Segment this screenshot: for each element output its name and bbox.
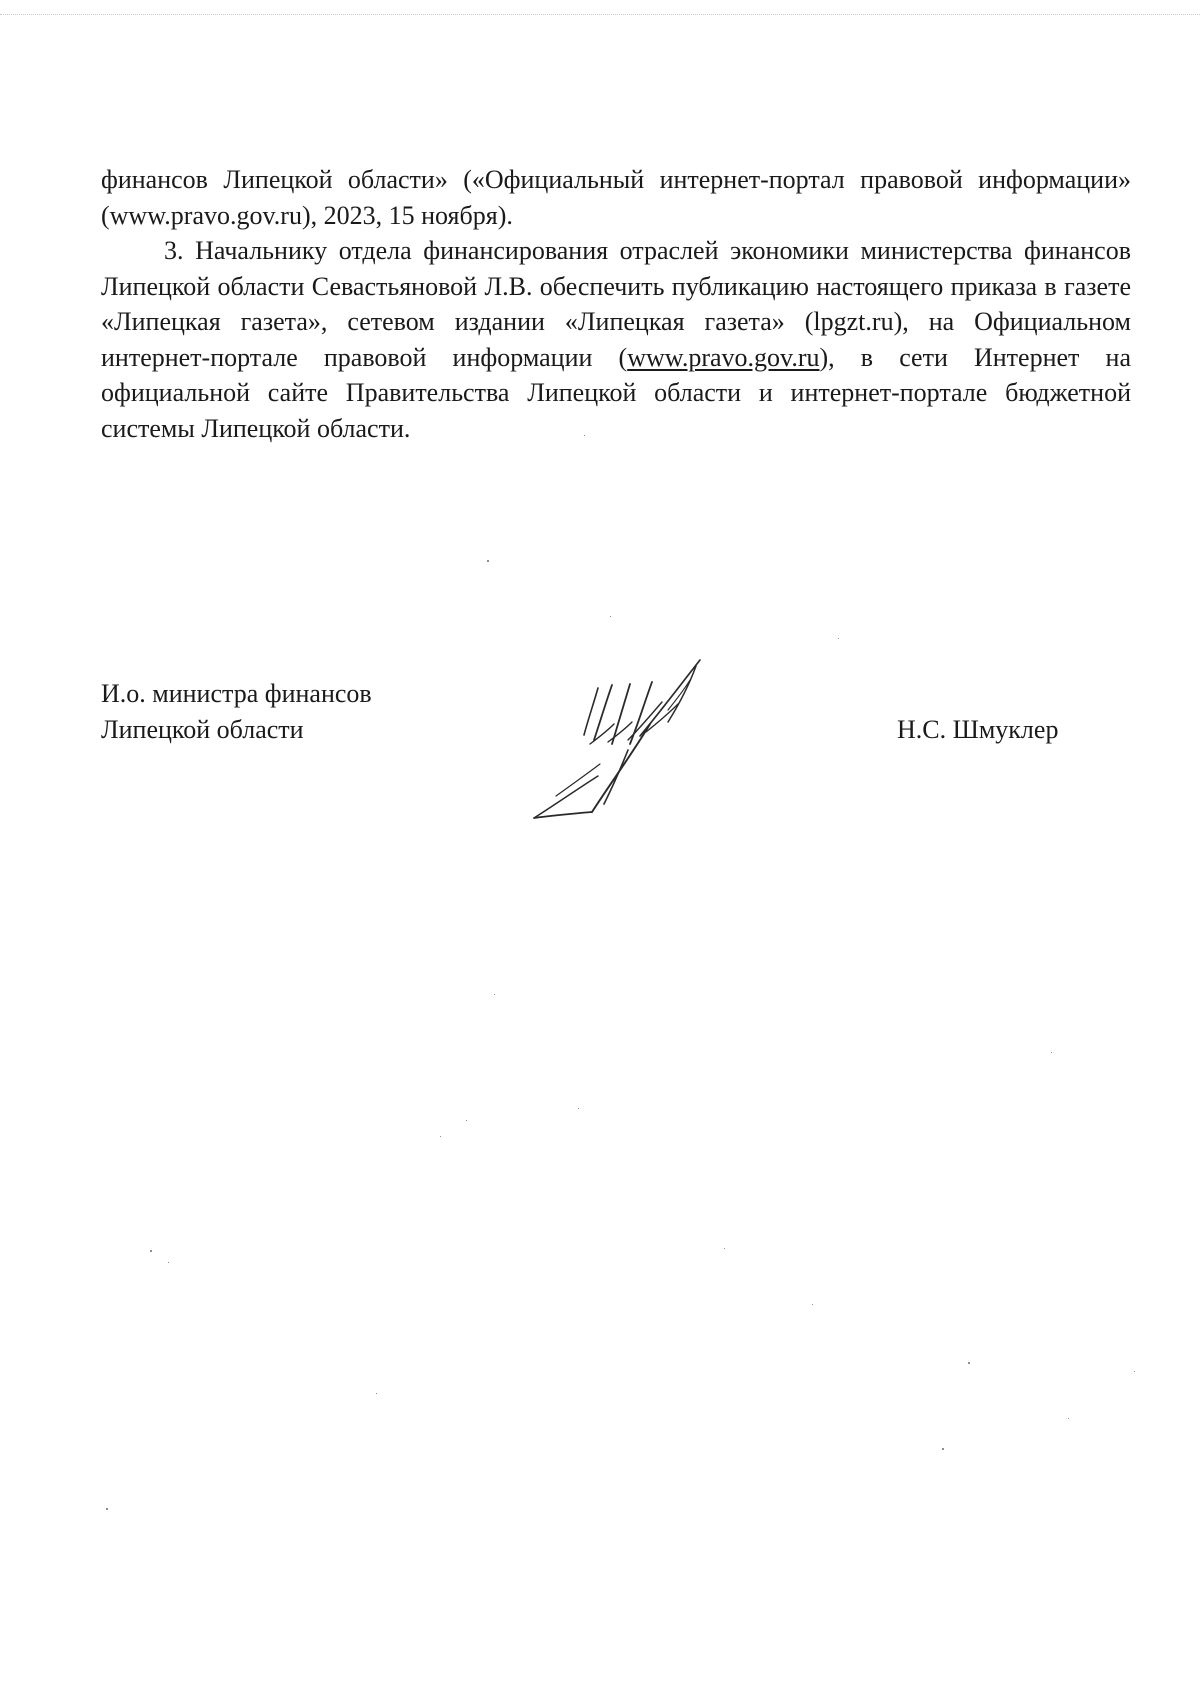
document-body bbox=[101, 162, 1131, 446]
paragraph-item-3 bbox=[101, 233, 1131, 446]
scan-speck bbox=[106, 1508, 108, 1510]
scan-speck bbox=[968, 1362, 970, 1364]
scan-speck bbox=[440, 1136, 441, 1137]
handwritten-signature bbox=[528, 640, 768, 820]
scan-speck bbox=[1051, 1052, 1052, 1053]
paragraph-item-3-part1: 3. Начальнику отдела финансирования отраслей экономики министерства финансов Липецкой области Севастьяновой Л.В. обеспечить публикацию настоящего приказа в газете «Липецкая газета», сетевом издании «Липецкая газета» (lpgzt.ru), на Официальном интернет-портале правовой информации ( bbox=[101, 236, 1131, 372]
scan-speck bbox=[812, 1304, 813, 1305]
scan-speck bbox=[942, 1448, 944, 1450]
scan-speck bbox=[584, 435, 585, 436]
signer-title bbox=[101, 676, 372, 748]
paragraph-continuation bbox=[101, 162, 1131, 233]
scan-speck bbox=[168, 1262, 169, 1263]
scan-speck bbox=[376, 1393, 377, 1394]
scan-speck bbox=[1134, 1371, 1135, 1372]
scan-speck bbox=[838, 638, 839, 639]
scan-speck bbox=[466, 1120, 467, 1121]
scan-speck bbox=[1068, 1418, 1069, 1419]
signer-title-line1: И.о. министра финансов bbox=[101, 679, 372, 708]
pravo-link[interactable]: www.pravo.gov.ru bbox=[627, 342, 820, 372]
scan-speck bbox=[610, 616, 611, 617]
scan-speck bbox=[494, 994, 495, 995]
paragraph-continuation-text: финансов Липецкой области» («Официальный интернет-портал правовой информации» (www.pravo.gov.ru), 2023, 15 ноября). bbox=[101, 165, 1131, 230]
signer-name: Н.С. Шмуклер bbox=[897, 715, 1059, 744]
scan-speck bbox=[724, 1248, 725, 1249]
scan-speck bbox=[150, 1250, 152, 1252]
scan-speck bbox=[578, 1108, 579, 1109]
paragraph-item-3-part2: ), в сети Интернет на официальной сайте Правительства Липецкой области и интернет-портале бюджетной системы Липецкой области. bbox=[101, 342, 1131, 443]
scan-edge bbox=[0, 0, 1200, 15]
scan-speck bbox=[487, 560, 489, 562]
signer-title-line2: Липецкой области bbox=[101, 715, 304, 744]
